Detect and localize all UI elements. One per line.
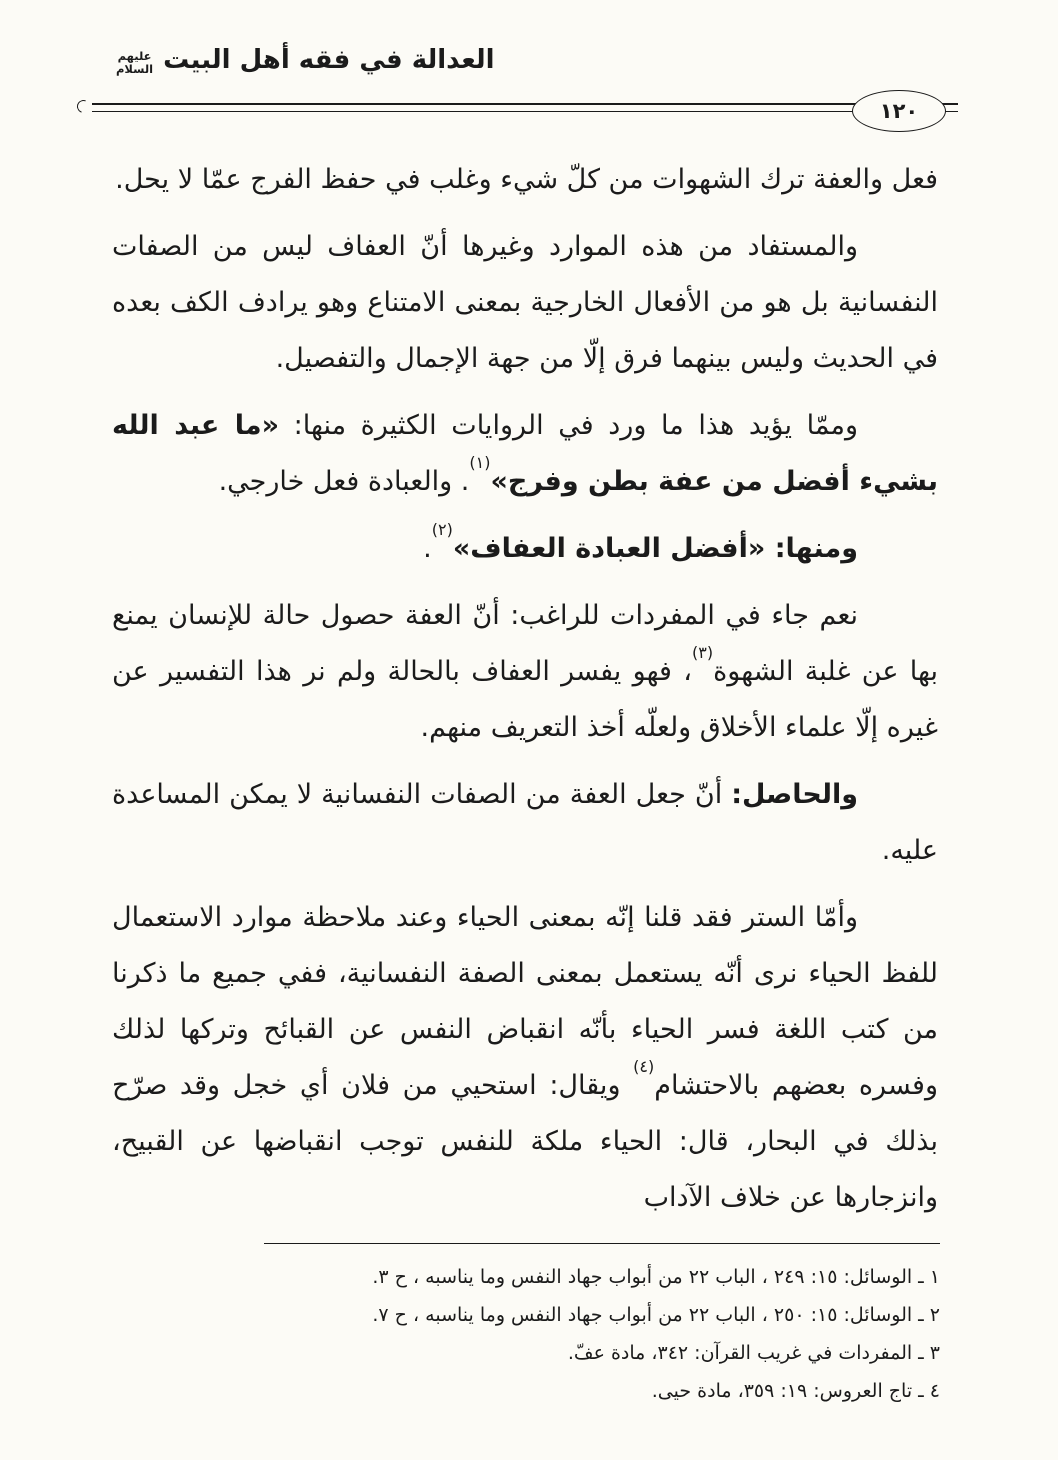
footnotes-section — [0, 1243, 1058, 1460]
paragraph — [112, 890, 938, 1226]
header-rule — [0, 88, 1058, 134]
text-run: ، فهو يفسر العفاف بالحالة ولم نر هذا التفسير عن غيره إلّا علماء الأخلاق ولعلّه أخذ التعريف منهم. — [112, 656, 938, 743]
page-number-badge — [852, 90, 946, 132]
footnote-ref: (٣) — [692, 643, 714, 662]
paragraph — [112, 767, 938, 879]
footnote: ٢ ـ الوسائل: ١٥: ٢٥٠ ، الباب ٢٢ من أبواب جهاد النفس وما يناسبه ، ح ٧. — [372, 1304, 940, 1326]
paragraph — [112, 521, 938, 577]
paragraph — [112, 398, 938, 510]
footnote: ٤ ـ تاج العروس: ١٩: ٣٥٩، مادة حيى. — [651, 1380, 940, 1402]
bold-text-run: ومنها: «أفضل العبادة العفاف» — [452, 533, 858, 564]
footnote-separator — [264, 1243, 940, 1244]
page-number: ١٢٠ — [879, 99, 919, 123]
body-text — [0, 134, 1058, 1237]
paragraph — [112, 588, 938, 756]
text-run: وممّا يؤيد هذا ما ورد في الروايات الكثيرة منها: — [279, 410, 858, 441]
text-run: وأمّا الستر فقد قلنا إنّه بمعنى الحياء وعند ملاحظة موارد الاستعمال للفظ الحياء نرى أنّه يستعمل بمعنى الصفة النفسانية، ففي جميع ما ذكرنا من كتب اللغة فسر الحياء بأنّه انقباض النفس عن القبائح وتركها لذلك وفسره بعضهم بالاحتشام — [112, 902, 938, 1101]
paragraph — [112, 219, 938, 387]
footnote-ref: (٢) — [431, 520, 453, 539]
honorific-line-top: عليهم — [117, 48, 152, 63]
text-run: . — [423, 533, 432, 564]
footnote: ٣ ـ المفردات في غريب القرآن: ٣٤٢، مادة عفّ. — [567, 1342, 940, 1364]
header-double-line — [92, 103, 958, 112]
text-run: أنّ جعل العفة من الصفات النفسانية لا يمكن المساعدة عليه. — [112, 779, 938, 866]
book-title: العدالة في فقه أهل البيت — [163, 45, 495, 75]
footnotes-list — [115, 1258, 940, 1410]
footnote-ref: (٤) — [633, 1057, 655, 1076]
text-run: فعل والعفة ترك الشهوات من كلّ شيء وغلب في حفظ الفرج عمّا لا يحل. — [115, 164, 938, 195]
running-head — [0, 34, 1058, 86]
paragraph — [112, 152, 938, 208]
text-run: نعم جاء في المفردات للراغب: أنّ العفة حصول حالة للإنسان يمنع بها عن غلبة الشهوة — [112, 600, 938, 687]
text-run: . والعبادة فعل خارجي. — [218, 466, 470, 497]
footnote: ١ ـ الوسائل: ١٥: ٢٤٩ ، الباب ٢٢ من أبواب جهاد النفس وما يناسبه ، ح ٣. — [372, 1266, 940, 1288]
honorific-symbol — [116, 50, 153, 76]
footnote-ref: (١) — [469, 453, 491, 472]
page-header — [0, 0, 1058, 134]
bold-text-run: «ما عبد الله بشيء أفضل من عفة بطن وفرج» — [112, 410, 938, 497]
text-run: ويقال: استحيي من فلان أي خجل وقد صرّح بذلك في البحار، قال: الحياء ملكة للنفس توجب انقباضها عن القبيح، وانزجارها عن خلاف الآداب — [112, 1070, 938, 1213]
bold-text-run: والحاصل: — [731, 779, 858, 810]
text-run: والمستفاد من هذه الموارد وغيرها أنّ العفاف ليس من الصفات النفسانية بل هو من الأفعال الخارجية بمعنى الامتناع وهو يرادف الكف بعده في الحديث وليس بينهما فرق إلّا من جهة الإجمال والتفصيل. — [112, 231, 938, 374]
honorific-line-bottom: السلام — [116, 62, 154, 76]
